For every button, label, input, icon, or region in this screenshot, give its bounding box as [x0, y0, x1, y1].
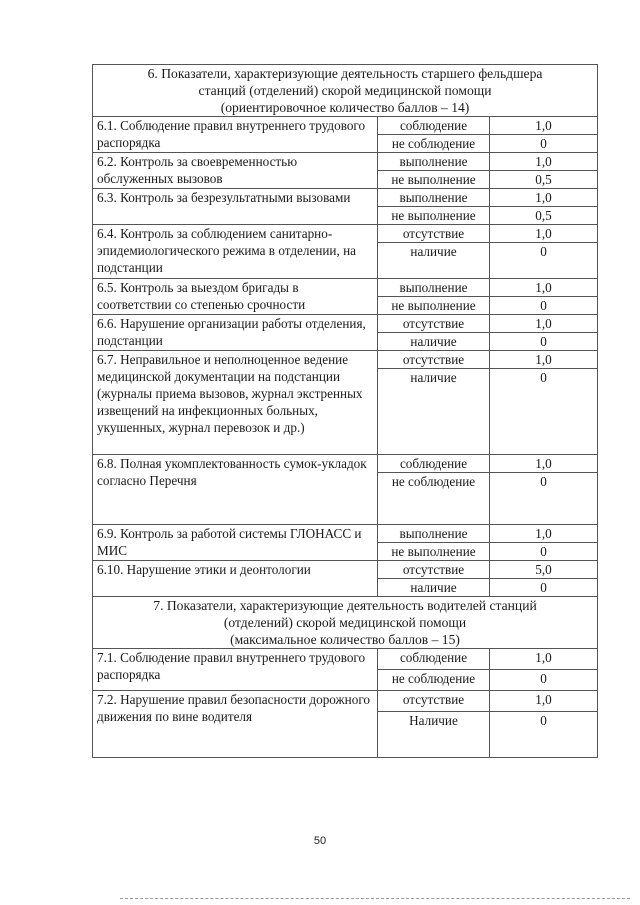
score-cell: 1,0	[490, 189, 598, 207]
indicator-cell: 7.1. Соблюдение правил внутреннего трудового распорядка	[93, 649, 378, 691]
indicator-cell: 6.2. Контроль за своевременностью обслуженных вызовов	[93, 153, 378, 189]
score-cell: 0	[490, 297, 598, 315]
heading-line: (ориентировочное количество баллов – 14)	[220, 100, 470, 115]
indicator-cell: 6.6. Нарушение организации работы отделения, подстанции	[93, 315, 378, 351]
heading-line: станций (отделений) скорой медицинской помощи	[198, 83, 492, 98]
score-cell: 0	[490, 135, 598, 153]
score-cell: 0	[490, 243, 598, 279]
table-row	[93, 649, 598, 670]
status-cell: не выполнение	[378, 171, 490, 189]
score-cell: 0	[490, 543, 598, 561]
heading-line: 7. Показатели, характеризующие деятельность водителей станций	[153, 598, 537, 613]
table-row	[93, 279, 598, 297]
status-cell: отсутствие	[378, 561, 490, 579]
score-cell: 0	[490, 670, 598, 691]
score-cell: 5,0	[490, 561, 598, 579]
status-cell: отсутствие	[378, 225, 490, 243]
score-cell: 0	[490, 712, 598, 758]
status-cell: не выполнение	[378, 297, 490, 315]
indicator-cell: 6.3. Контроль за безрезультатными вызовами	[93, 189, 378, 225]
heading-line: (отделений) скорой медицинской помощи	[223, 615, 467, 630]
heading-line: (максимальное количество баллов – 15)	[230, 632, 460, 647]
score-cell: 1,0	[490, 525, 598, 543]
table-row	[93, 455, 598, 473]
section-6-heading-row	[93, 65, 598, 117]
heading-line: 6. Показатели, характеризующие деятельность старшего фельдшера	[147, 66, 543, 81]
score-cell: 1,0	[490, 153, 598, 171]
score-cell: 1,0	[490, 649, 598, 670]
indicator-cell: 6.10. Нарушение этики и деонтологии	[93, 561, 378, 597]
indicator-cell: 6.1. Соблюдение правил внутреннего трудового распорядка	[93, 117, 378, 153]
scan-edge-line	[120, 898, 630, 900]
status-cell: отсутствие	[378, 315, 490, 333]
status-cell: выполнение	[378, 189, 490, 207]
table-row	[93, 561, 598, 579]
table-row	[93, 691, 598, 712]
status-cell: наличие	[378, 243, 490, 279]
score-cell: 1,0	[490, 315, 598, 333]
section-6-heading	[93, 65, 598, 117]
status-cell: наличие	[378, 333, 490, 351]
status-cell: не выполнение	[378, 207, 490, 225]
page-number: 50	[313, 835, 327, 847]
indicator-cell: 6.8. Полная укомплектованность сумок-укладок согласно Перечня	[93, 455, 378, 525]
table-row	[93, 225, 598, 243]
indicator-cell: 6.4. Контроль за соблюдением санитарно-эпидемиологического режима в отделении, на подстанции	[93, 225, 378, 279]
status-cell: отсутствие	[378, 691, 490, 712]
score-cell: 1,0	[490, 117, 598, 135]
table-row	[93, 189, 598, 207]
status-cell: наличие	[378, 369, 490, 455]
status-cell: не соблюдение	[378, 135, 490, 153]
status-cell: Наличие	[378, 712, 490, 758]
indicator-cell: 7.2. Нарушение правил безопасности дорожного движения по вине водителя	[93, 691, 378, 758]
score-cell: 0	[490, 333, 598, 351]
indicator-cell: 6.7. Неправильное и неполноценное ведение медицинской документации на подстанции (журналы приема вызовов, журнал экстренных извещений на инфекционных больных, укушенных, журнал перевозок и др.)	[93, 351, 378, 455]
score-cell: 0	[490, 579, 598, 597]
table-row	[93, 153, 598, 171]
indicator-cell: 6.5. Контроль за выездом бригады в соответствии со степенью срочности	[93, 279, 378, 315]
score-cell: 1,0	[490, 455, 598, 473]
score-cell: 1,0	[490, 691, 598, 712]
status-cell: выполнение	[378, 153, 490, 171]
status-cell: соблюдение	[378, 117, 490, 135]
status-cell: выполнение	[378, 525, 490, 543]
section-7-heading-row	[93, 597, 598, 649]
status-cell: соблюдение	[378, 649, 490, 670]
status-cell: не выполнение	[378, 543, 490, 561]
section-7-heading	[93, 597, 598, 649]
status-cell: не соблюдение	[378, 473, 490, 525]
indicator-cell: 6.9. Контроль за работой системы ГЛОНАСС и МИС	[93, 525, 378, 561]
score-cell: 0,5	[490, 207, 598, 225]
status-cell: не соблюдение	[378, 670, 490, 691]
table-row	[93, 117, 598, 135]
status-cell: выполнение	[378, 279, 490, 297]
status-cell: отсутствие	[378, 351, 490, 369]
status-cell: соблюдение	[378, 455, 490, 473]
score-cell: 1,0	[490, 279, 598, 297]
score-cell: 0	[490, 473, 598, 525]
table-row	[93, 525, 598, 543]
score-cell: 1,0	[490, 351, 598, 369]
score-cell: 0,5	[490, 171, 598, 189]
table-row	[93, 351, 598, 369]
score-cell: 1,0	[490, 225, 598, 243]
table-row	[93, 315, 598, 333]
indicators-table	[92, 64, 598, 758]
score-cell: 0	[490, 369, 598, 455]
status-cell: наличие	[378, 579, 490, 597]
